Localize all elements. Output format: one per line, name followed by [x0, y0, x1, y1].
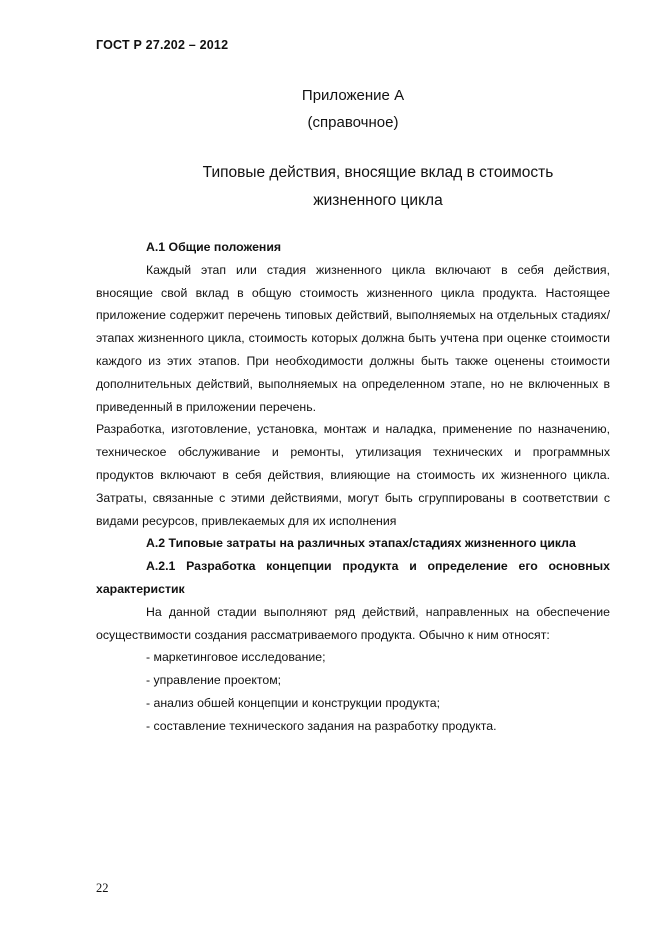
- section-a2-heading: А.2 Типовые затраты на различных этапах/стадиях жизненного цикла: [146, 536, 576, 551]
- appendix-title: Приложение А: [301, 87, 405, 104]
- section-a21-paragraph: На данной стадии выполняют ряд действий, направленных на обеспечение осуществимости создания рассматриваемого продукта. Обычно к ним относят:: [96, 604, 610, 642]
- list-item: - составление технического задания на разработку продукта.: [146, 718, 497, 733]
- section-a1-paragraph-1: Каждый этап или стадия жизненного цикла включают в себя действия, вносящие свой вклад в общую стоимость жизненного цикла продукта. Настоящее приложение содержит перечень типовых действий, выполняемых на отдельных стадиях/этапах жизненного цикла, стоимость которых должна быть учтена при оценке стоимости каждого из этих этапов. При необходимости должны быть также оценены стоимости дополнительных действий, выполняемых на определенном этапе, но не включенных в приведенный в приложении перечень.: [96, 262, 610, 414]
- section-a21-heading: А.2.1 Разработка концепции продукта и определение его основных характеристик: [96, 559, 610, 596]
- section-a1-heading: А.1 Общие положения: [146, 240, 282, 254]
- appendix-heading-line1: Типовые действия, вносящие вклад в стоимость: [202, 164, 554, 181]
- appendix-heading-line2: жизненного цикла: [313, 192, 443, 209]
- section-a1-paragraph-2: Разработка, изготовление, установка, монтаж и наладка, применение по назначению, техническое обслуживание и ремонты, утилизация технических и программных продуктов включают в себя действия, влияющие на стоимость их жизненного цикла. Затраты, связанные с этими действиями, могут быть сгруппированы в соответствии с видами ресурсов, привлекаемых для их исполнения: [96, 422, 610, 528]
- list-item: - анализ обшей концепции и конструкции продукта;: [146, 695, 440, 710]
- list-item: - маркетинговое исследование;: [146, 650, 326, 665]
- body-text: [96, 236, 610, 738]
- page-number: 22: [96, 881, 109, 895]
- appendix-subtitle: (справочное): [307, 114, 399, 131]
- document-code-header: ГОСТ Р 27.202 – 2012: [96, 38, 229, 52]
- list-item: - управление проектом;: [146, 673, 282, 688]
